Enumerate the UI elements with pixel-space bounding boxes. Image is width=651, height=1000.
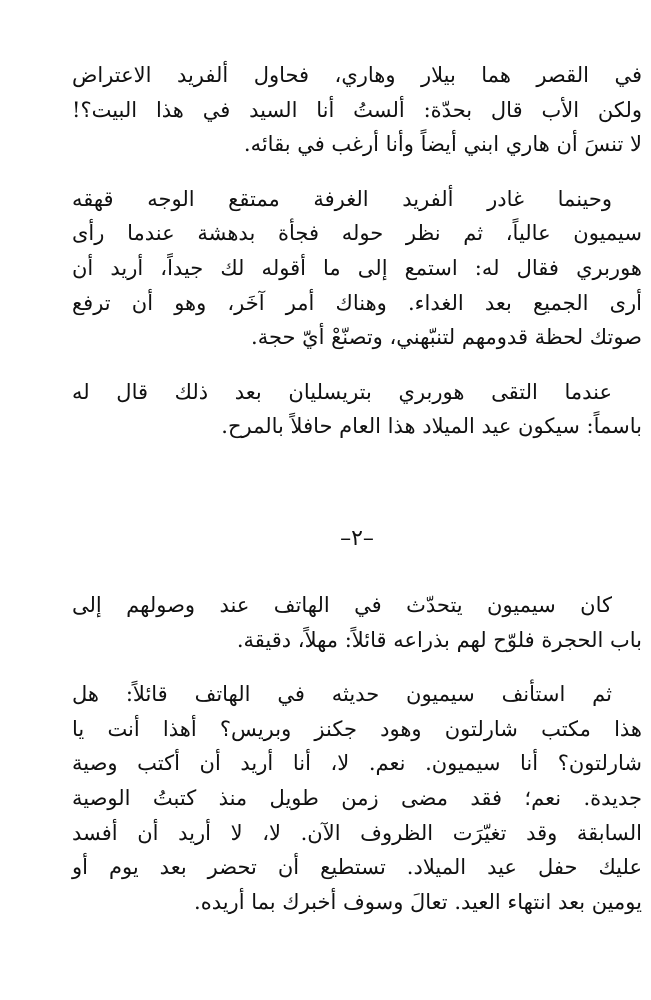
text-line: صوتك لحظة قدومهم لتنبّهني، وتصنّعْ أيّ حجة. — [251, 325, 642, 350]
text-line: ولكن الأب قال بحدّة: ألستُ أنا السيد في هذا البيت؟! — [72, 97, 642, 122]
text-line: في القصر هما بيلار وهاري، فحاول ألفريد الاعتراض — [72, 63, 642, 87]
text-line: هوربري فقال له: استمع إلى ما أقوله لك جيداً، أريد أن — [72, 255, 642, 280]
paragraph — [72, 588, 642, 657]
text-line: باب الحجرة فلوّح لهم بذراعه قائلاً: مهلاً، دقيقة. — [236, 627, 642, 652]
text-line: هذا مكتب شارلتون وهود جكنز وبريس؟ أهذا أنت يا — [72, 716, 642, 741]
text-line: باسماً: سيكون عيد الميلاد هذا العام حافلاً بالمرح. — [221, 414, 642, 439]
paragraph — [72, 375, 642, 444]
text-line: كان سيميون يتحدّث في الهاتف عند وصولهم إلى — [72, 592, 612, 617]
book-page — [72, 58, 642, 939]
text-line: السابقة وقد تغيّرَت الظروف الآن. لا، لا أريد أن أفسد — [72, 820, 642, 845]
text-line: جديدة. نعم؛ فقد مضى زمن طويل منذ كتبتُ الوصية — [72, 785, 642, 810]
text-line: يومين بعد انتهاء العيد. تعالَ وسوف أخبرك بما أريده. — [194, 889, 642, 914]
text-line: عندما التقى هوربري بتريسليان بعد ذلك قال له — [72, 379, 612, 404]
text-line: شارلتون؟ أنا سيميون. نعم. لا، أنا أريد أن أكتب وصية — [72, 751, 642, 776]
text-line: عليك حفل عيد الميلاد. تستطيع أن تحضر بعد يوم أو — [72, 855, 642, 880]
text-line: سيميون عالياً، ثم نظر حوله فجأة بدهشة عندما رأى — [72, 221, 642, 246]
text-line: ثم استأنف سيميون حديثه في الهاتف قائلاً: هل — [72, 682, 612, 707]
paragraph — [72, 182, 642, 355]
chapter-number: –٢– — [340, 525, 374, 551]
text-line: وحينما غادر ألفريد الغرفة ممتقع الوجه قهقه — [72, 186, 612, 211]
section-two — [72, 588, 642, 919]
text-line: لا تنسَ أن هاري ابني أيضاً وأنا أرغب في بقائه. — [243, 132, 642, 157]
paragraph — [72, 677, 642, 919]
paragraph — [72, 58, 642, 162]
section-one — [72, 58, 642, 444]
text-line: أرى الجميع بعد الغداء. وهناك أمر آخَر، وهو أن ترفع — [72, 290, 642, 315]
